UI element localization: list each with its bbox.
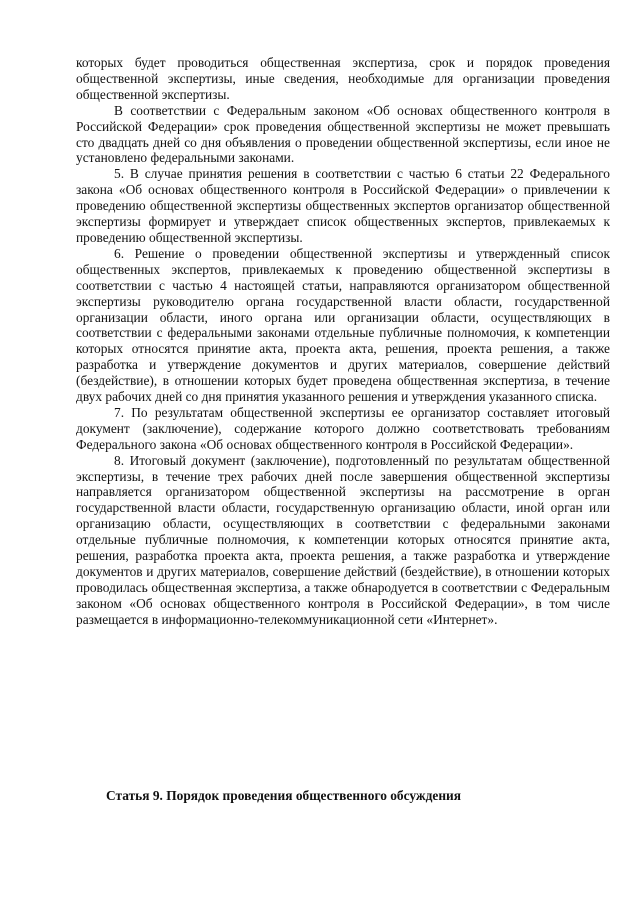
paragraph-clause-5: 5. В случае принятия решения в соответствии с частью 6 статьи 22 Федерального закона «Об основах общественного контроля в Российской Федерации» о привлечении к проведению общественной экспертизы общественных экспертов организатор общественной экспертизы формирует и утверждает список общественных экспертов, привлекаемых к проведению общественной экспертизы. — [76, 166, 610, 245]
document-body — [76, 55, 610, 628]
paragraph-clause-8: 8. Итоговый документ (заключение), подготовленный по результатам общественной экспертизы, в течение трех рабочих дней после завершения общественной экспертизы направляется организатором общественной экспертизы на рассмотрение в орган государственной власти области, государственную организацию области, иной орган или организацию области, осуществляющих в соответствии с федеральными законами отдельные публичные полномочия, к компетенции которых относятся принятие акта, решения, разработка проекта акта, проекта решения, а также разработка и утверждение документов и других материалов, совершение действий (бездействие), в отношении которых проводилась общественная экспертиза, а также обнародуется в соответствии с Федеральным законом «Об основах общественного контроля в Российской Федерации», в том числе размещается в информационно-телекоммуникационной сети «Интернет». — [76, 452, 610, 627]
paragraph-clause-6: 6. Решение о проведении общественной экспертизы и утвержденный список общественных экспертов, привлекаемых к проведению общественной экспертизы в соответствии с частью 4 настоящей статьи, направляются организатором общественной экспертизы руководителю органа государственной власти области, государственной организации области, иного органа или организации области, осуществляющих в соответствии с федеральными законами отдельные публичные полномочия, к компетенции которых относятся принятие акта, проекта акта, решения, проекта решения, а также разработка и утверждение документов и других материалов, совершение действий (бездействие), в отношении которых будет проведена общественная экспертиза, в течение двух рабочих дней со дня принятия указанного решения и утверждения указанного списка. — [76, 245, 610, 405]
paragraph-continuation: которых будет проводиться общественная экспертиза, срок и порядок проведения общественной экспертизы, иные сведения, необходимые для организации проведения общественной экспертизы. — [76, 55, 610, 102]
article-9-heading: Статья 9. Порядок проведения общественного обсуждения — [106, 788, 462, 803]
paragraph-review-term: В соответствии с Федеральным законом «Об основах общественного контроля в Российской Федерации» срок проведения общественной экспертизы не может превышать сто двадцать дней со дня объявления о проведении общественной экспертизы, если иное не установлено федеральными законами. — [76, 102, 610, 166]
paragraph-clause-7: 7. По результатам общественной экспертизы ее организатор составляет итоговый документ (заключение), содержание которого должно соответствовать требованиям Федерального закона «Об основах общественного контроля в Российской Федерации». — [76, 404, 610, 452]
